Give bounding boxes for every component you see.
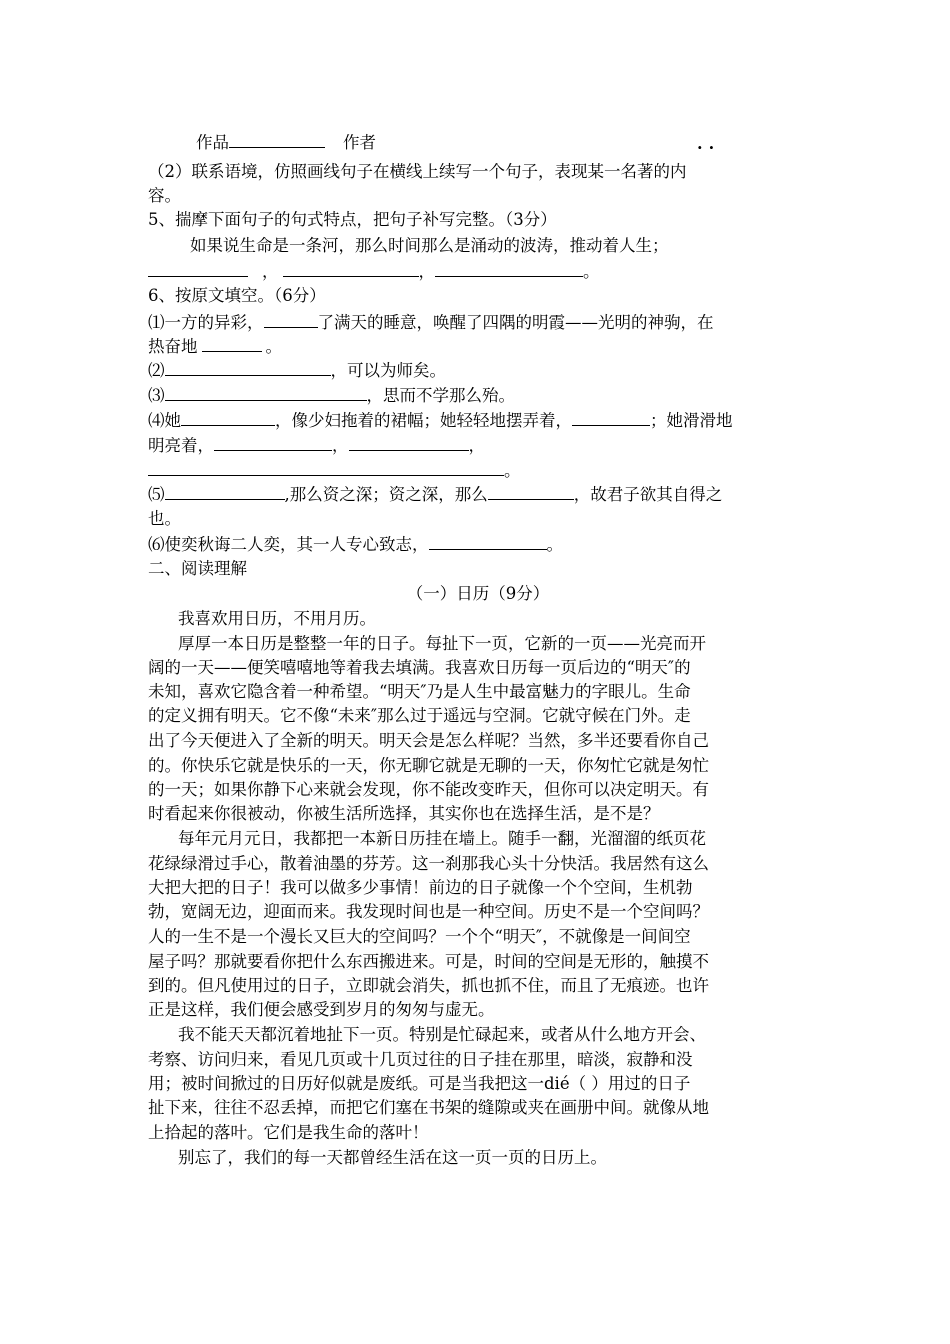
passage-line: 阔的一天——便笑嘻嘻地等着我去填满。我喜欢日历每一页后边的“明天″的 <box>148 658 691 677</box>
q5-title: 5、揣摩下面句子的句式特点，把句子补写完整。（3分） <box>148 210 557 229</box>
passage-line: 上拾起的落叶。它们是我生命的落叶！ <box>148 1123 429 1142</box>
passage-line: 的一天；如果你静下心来就会发现，你不能改变昨天，但你可以决定明天。有 <box>148 780 709 799</box>
q4-sub2-line2: 容。 <box>148 186 181 205</box>
q6-i4-blank-3[interactable] <box>214 433 332 451</box>
passage-line: 的。你快乐它就是快乐的一天，你无聊它就是无聊的一天，你匆忙它就是匆忙 <box>148 756 709 775</box>
q6-item4-line3: 。 <box>148 458 808 483</box>
q4-work-author-line <box>196 130 856 155</box>
q5-sentence: 如果说生命是一条河，那么时间那么是涌动的波涛，推动着人生； <box>190 236 669 255</box>
q6-i2-blank[interactable] <box>165 358 331 376</box>
q6-title: 6、按原文填空。（6分） <box>148 286 326 305</box>
q4-sub2-line1: （2）联系语境，仿照画线句子在横线上续写一个句子，表现某一名著的内 <box>148 162 687 181</box>
passage-line: 我不能天天都沉着地扯下一页。特别是忙碌起来，或者从什么地方开会、 <box>178 1025 706 1044</box>
q6-item1-line2: 热奋地 。 <box>148 334 808 359</box>
q5-blank-3[interactable] <box>435 259 583 277</box>
q5-blank-2[interactable] <box>283 259 419 277</box>
passage-line: 大把大把的日子！我可以做多少事情！前边的日子就像一个个空间，生机勃 <box>148 878 693 897</box>
q6-item3: ⑶ ，思而不学那么殆。 <box>148 383 808 408</box>
emphasis-dots: .. <box>697 134 721 153</box>
q6-item5-line2: 也。 <box>148 509 181 528</box>
passage-line: 每年元月元日，我都把一本新日历挂在墙上。随手一翻，光溜溜的纸页花 <box>178 829 706 848</box>
passage-line: 扯下来，往往不忍丢掉，而把它们塞在书架的缝隙或夹在画册中间。就像从地 <box>148 1098 709 1117</box>
q6-item4-line2: 明亮着， ， ， <box>148 433 808 458</box>
q6-i1-blank-1[interactable] <box>264 310 318 328</box>
q5-blanks-line <box>148 259 808 284</box>
passage-line: 考察、访问归来，看见几页或十几页过往的日子挂在那里，暗淡，寂静和没 <box>148 1050 693 1069</box>
q6-item5-line1: ⑸ ,那么资之深；资之深，那么 ，故君子欲其自得之 <box>148 482 808 507</box>
work-label: 作品 <box>196 133 229 152</box>
q5-period: 。 <box>583 262 600 281</box>
work-blank[interactable] <box>229 130 325 148</box>
q6-i1-blank-2[interactable] <box>202 334 262 352</box>
passage-line: 时看起来你很被动，你被生活所选择，其实你也在选择生活，是不是？ <box>148 804 660 823</box>
passage-line: 到的。但凡使用过的日子，立即就会消失，抓也抓不住，而且了无痕迹。也许 <box>148 976 709 995</box>
q6-i4-blank-5[interactable] <box>148 458 504 476</box>
q6-item6: ⑹使奕秋诲二人奕，其一人专心致志， 。 <box>148 532 808 557</box>
q5-blank-1[interactable] <box>148 259 248 277</box>
passage-line: 用；被时间掀过的日历好似就是废纸。可是当我把这一dié（ ）用过的日子 <box>148 1074 691 1093</box>
section2-title: 二、阅读理解 <box>148 559 247 578</box>
q6-item1-line1: ⑴一方的异彩， 了满天的睡意，唤醒了四隅的明霞——光明的神驹，在 <box>148 310 808 335</box>
passage-line: 出了今天便进入了全新的明天。明天会是怎么样呢？当然，多半还要看你自己 <box>148 731 709 750</box>
q5-comma-2: ， <box>418 262 435 281</box>
author-label: 作者 <box>343 133 376 152</box>
q5-comma-1: ， <box>262 262 279 281</box>
q6-i4-blank-2[interactable] <box>572 408 650 426</box>
q6-i5-blank-1[interactable] <box>165 482 285 500</box>
passage-line: 厚厚一本日历是整整一年的日子。每扯下一页，它新的一页——光亮而开 <box>178 634 706 653</box>
q6-i4-blank-1[interactable] <box>181 408 275 426</box>
passage-line: 未知，喜欢它隐含着一种希望。“明天″乃是人生中最富魅力的字眼儿。生命 <box>148 682 691 701</box>
passage-line: 屋子吗？那就要看你把什么东西搬进来。可是，时间的空间是无形的，触摸不 <box>148 952 709 971</box>
passage-line: 正是这样，我们便会感受到岁月的匆匆与虚无。 <box>148 1000 495 1019</box>
q6-i4-blank-4[interactable] <box>349 433 469 451</box>
q6-i5-blank-2[interactable] <box>488 482 574 500</box>
passage-line: 花绿绿滑过手心，散着油墨的芬芳。这一刹那我心头十分快活。我居然有这么 <box>148 854 709 873</box>
passage-line: 人的一生不是一个漫长又巨大的空间吗？一个个“明天″，不就像是一间间空 <box>148 927 691 946</box>
q6-i3-blank[interactable] <box>165 383 367 401</box>
passage-line: 别忘了，我们的每一天都曾经生活在这一页一页的日历上。 <box>178 1148 607 1167</box>
passage-line: 勃，宽阔无边，迎面而来。我发现时间也是一种空间。历史不是一个空间吗？ <box>148 902 709 921</box>
passage-title: （一）日历（9分） <box>406 584 550 603</box>
q6-item2: ⑵ ，可以为师矣。 <box>148 358 808 383</box>
q6-i6-blank[interactable] <box>429 532 547 550</box>
passage-line: 的定义拥有明天。它不像“未来″那么过于遥远与空洞。它就守候在门外。走 <box>148 706 691 725</box>
q6-item4-line1: ⑷她 ，像少妇拖着的裙幅；她轻轻地摆弄着， ；她滑滑地 <box>148 408 808 433</box>
passage-line: 我喜欢用日历，不用月历。 <box>178 609 376 628</box>
